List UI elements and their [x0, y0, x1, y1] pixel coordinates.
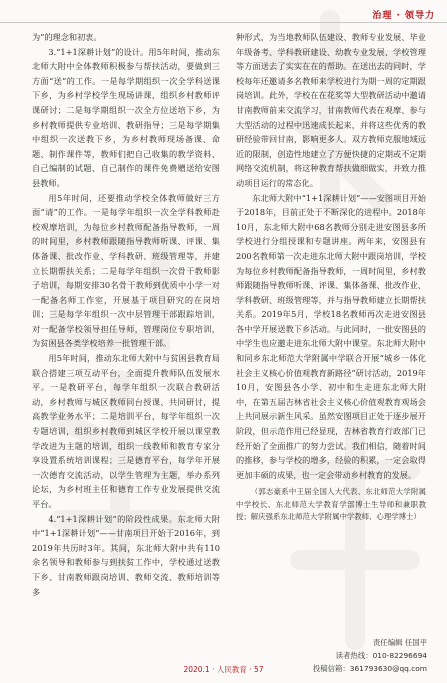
submission-email: 投稿信箱：361793630@qq.com — [312, 664, 427, 673]
page-footer: 2020.1 · 人民教育 · 57 — [183, 665, 264, 674]
right-column — [236, 30, 426, 524]
left-paragraph: 3.“1+1深耕计划”的设计。用5年时间，推动东北师大附中全体教师积极参与帮扶活动，要做到三方面“送”的工作。一是每学期组织一次全学科送课下乡，为乡村学校学生现场讲课，组织乡村教师评课研讨；二是每学期组织一次全方位送培下乡，为乡村教师提供专业培训、教研指导；三是每学期集中组织一次送教下乡，为乡村教师现场备课、命题、制作课件等，教师们把自己收集的教学资料、自己编制的试题、自己制作的课件免费赠送给安图县教师。 — [32, 46, 220, 188]
left-paragraph: 4.“1+1深耕计划”的阶段性成果。东北师大附中“1+1深耕计划”——甘南项目开始于2016年，到2019年共历时3年。其间，东北师大附中共有110余名领导和教师参与到扶贫工作中，学校通过送教下乡、甘南教师跟岗培训、教师交流、教师培训等多 — [32, 513, 220, 597]
editor-credit: 责任编辑 任国平 — [372, 638, 427, 647]
right-paragraph: 种形式，为当地教师队伍建设、教师专业发展、毕业年级备考、学科教研建设、幼教专业发展、学校管理等方面送去了实实在在的帮助。在送出去的同时，学校每年还邀请多名教师来学校进行为期一周的定期跟岗培训。此外，学校在在花奖等大型教研活动中邀请甘南教师前来交流学习，甘南教师代表在观摩、参与大型活动的过程中迅速成长起来，并将这些优秀的教研经验带回甘南，影响更多人。双方教师克服地域远近的限制，创造性地建立了方便快捷的定期或不定期网络交流机制，将这种教育帮扶做细做实，并致力推动项目运行的常态化。 — [236, 32, 426, 188]
left-paragraph: 用5年时间，推动东北师大附中与贫困县教育局联合搭建三项互动平台，全面提升教师队伍发展水平。一是教研平台，每学年组织一次联合教研活动，乡村教师与城区教师同台授课、共同研讨，提高教学业务水平；二是培训平台，每学年组织一次专题培训，组织乡村教师到城区学校开展以课堂教学改进为主题的培训，组织一线教师和教育专家分享设置系统培训课程；三是德育平台，每学年开展一次德育交流活动，以学生管理为主题，举办系列论坛，为乡村班主任和德育工作专业发展提供交流平台。 — [32, 353, 220, 509]
header-rule — [0, 22, 447, 23]
author-note: （郭志豪系中王届全国人大代表、东北师范大学附属中学校长、东北师范大学教育学部博士生导师和兼职教授；解庆强系东北师范大学附属中学教师、心理学博士） — [236, 487, 426, 522]
reader-hotline: 读者热线：010-82296694 — [335, 651, 427, 660]
left-paragraph: 为”的理念和初衷。 — [32, 32, 102, 42]
left-column — [32, 30, 220, 599]
section-header: 治理 · 领导力 — [372, 11, 435, 21]
left-paragraph: 用5年时间，还要推动学校全体教师做好三方面“请”的工作。一是每学年组织一次全学科教师赴校观摩培训，为每位乡村教师配备指导教师，一周的时间里，乡村教师跟随指导教师听课、评课、集体备课、批改作业、学科教研、班级管理等，并建立长期帮扶关系；二是每学年组织一次骨干教师影子培训，每期安排30名骨干教师到优质中小学一对一配备名师工作室，开展基于项目研究的在岗培训；三是每学年组织一次中层管理干部跟踪培训，对一配备学校领导担任导师，管理岗位专职培训，为贫困县各类学校培养一批管理干部。 — [32, 192, 220, 349]
right-paragraph: 东北师大附中“1+1深耕计划”——安图项目开始于2018年，目前正处于不断深化的进程中。2018年10月，东北师大附中68名教师分别走进安图县多所学校进行分组授课和专题讲座。两年来，安图县有200名教师第一次走进东北师大附中跟岗培训，学校为每位乡村教师配备指导教师，一周时间里，乡村教师跟随指导教师听课、评课、集体备课、批改作业、学科教研、班级管理等，并与指导教师建立长期帮扶关系。2019年5月，学校18名教师再次走进安图县各中学开展送教下乡活动。与此同时，一批安图县的中学生也应邀走进东北师大附中课堂。东北师大附中和同乡东北师范大学附属中学联合开展“城乡一体化社会主义核心价值观教育新路径”研讨活动，2019年10月，安图县各小学、初中和生走进东北师大附中，在第五届吉林省社会主义核心价值观教育观场会上共同展示新生风采。虽然安图项目正处于逐步展开阶段，但示范作用已经显现，吉林省教育行政部门已经开始了全面推广的努力尝试。我们相信，随着时间的推移，参与学校的增多，经验的积累，一定会取得更加丰硕的成果，也一定会带动乡村教育的发展。 — [236, 192, 426, 480]
